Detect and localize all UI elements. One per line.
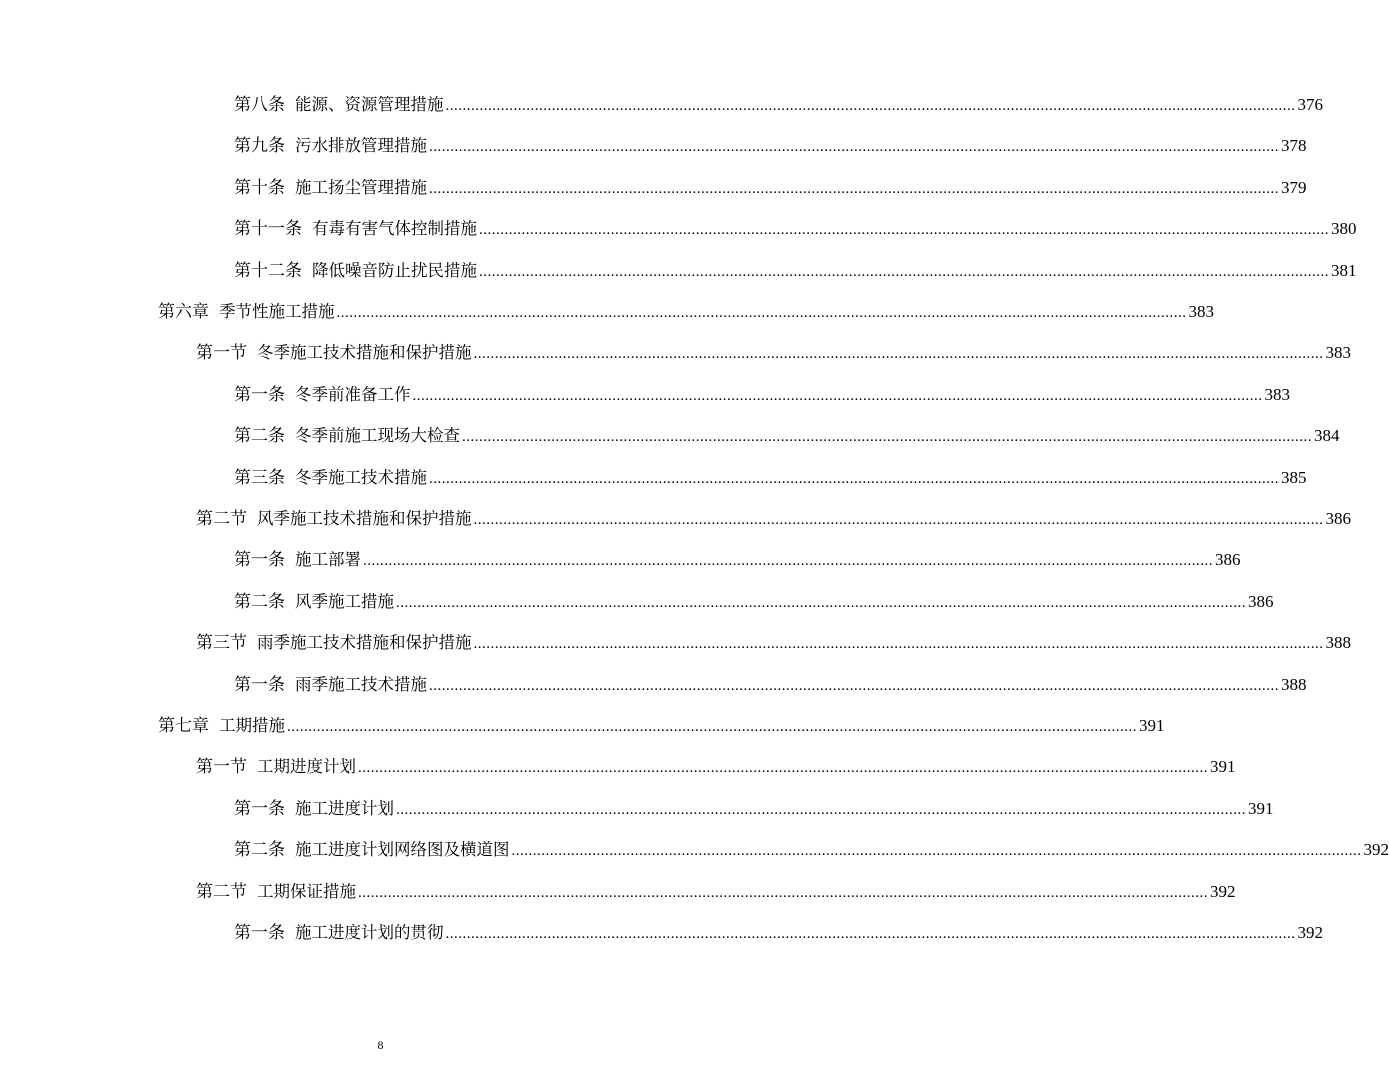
- toc-entry-page: 391: [1248, 798, 1274, 818]
- toc-leader-dots: ........................................................................................................................................................................................................: [445, 98, 1296, 114]
- toc-leader-dots: ........................................................................................................................................................................................................: [287, 719, 1137, 735]
- toc-entry[interactable]: [158, 297, 1214, 327]
- toc-entry-page: 383: [1325, 343, 1351, 363]
- toc-leader-dots: ........................................................................................................................................................................................................: [445, 926, 1296, 942]
- toc-leader-dots: ........................................................................................................................................................................................................: [358, 760, 1208, 777]
- toc-entry-number: 第二节: [196, 509, 247, 529]
- toc-entry-title: 工期措施: [219, 716, 285, 735]
- toc-leader-dots: ........................................................................................................................................................................................................: [363, 553, 1213, 570]
- toc-leader-dots: ........................................................................................................................................................................................................: [479, 222, 1329, 239]
- toc-entry-page: 383: [1264, 384, 1290, 404]
- toc-entry-title: 施工进度计划网络图及横道图: [295, 840, 510, 860]
- toc-entry-number: 第二条: [234, 426, 285, 447]
- toc-entry-page: 388: [1325, 633, 1351, 653]
- toc-entry[interactable]: [196, 504, 1351, 534]
- toc-entry[interactable]: [196, 338, 1351, 368]
- toc-entry-title: 冬季前施工现场大检查: [295, 426, 460, 446]
- toc-entry-page: 392: [1210, 881, 1236, 901]
- toc-entry-number: 第一节: [196, 757, 247, 778]
- toc-leader-dots: ........................................................................................................................................................................................................: [429, 470, 1279, 487]
- toc-entry[interactable]: [234, 587, 1274, 617]
- toc-entry[interactable]: [234, 90, 1323, 120]
- toc-entry-number: 第一节: [196, 343, 247, 364]
- toc-leader-dots: ........................................................................................................................................................................................................: [429, 139, 1279, 156]
- toc-leader-dots: ........................................................................................................................................................................................................: [396, 594, 1246, 611]
- toc-leader-dots: ........................................................................................................................................................................................................: [473, 636, 1324, 653]
- toc-entry-page: 391: [1210, 757, 1236, 777]
- toc-entry[interactable]: [234, 835, 1389, 865]
- toc-entry-title: 雨季施工技术措施: [295, 674, 427, 694]
- toc-entry-number: 第一条: [234, 674, 285, 695]
- toc-entry[interactable]: [234, 380, 1290, 410]
- toc-entry-title: 施工进度计划: [295, 798, 394, 818]
- toc-entry[interactable]: [234, 214, 1357, 244]
- toc-leader-dots: ........................................................................................................................................................................................................: [429, 180, 1279, 197]
- toc-entry-title: 能源、资源管理措施: [295, 95, 444, 114]
- toc-entry[interactable]: [234, 173, 1307, 203]
- toc-entry-page: 384: [1314, 426, 1340, 446]
- toc-entry-title: 工期进度计划: [257, 757, 356, 777]
- toc-leader-dots: ........................................................................................................................................................................................................: [396, 801, 1246, 818]
- toc-leader-dots: ........................................................................................................................................................................................................: [473, 512, 1324, 528]
- toc-entry-title: 冬季施工技术措施: [295, 467, 427, 487]
- toc-entry-number: 第二条: [234, 840, 285, 861]
- toc-entry-number: 第十一条: [234, 219, 302, 240]
- toc-entry-page: 386: [1248, 591, 1274, 611]
- toc-entry-number: 第一条: [234, 923, 285, 943]
- toc-entry-number: 第三节: [196, 633, 247, 654]
- toc-entry-page: 386: [1215, 550, 1241, 570]
- toc-entry-title: 施工部署: [295, 550, 361, 570]
- toc-entry-title: 冬季施工技术措施和保护措施: [257, 343, 472, 363]
- toc-entry[interactable]: [196, 628, 1351, 658]
- toc-entry-number: 第十二条: [234, 260, 302, 281]
- toc-entry[interactable]: [234, 545, 1241, 575]
- toc-entry[interactable]: [234, 794, 1274, 824]
- toc-entry-page: 378: [1281, 136, 1307, 156]
- toc-entry-number: 第六章: [158, 302, 209, 322]
- toc-entry-number: 第一条: [234, 798, 285, 819]
- toc-leader-dots: ........................................................................................................................................................................................................: [511, 843, 1362, 860]
- toc-entry-page: 376: [1297, 95, 1323, 114]
- toc-entry-page: 388: [1281, 674, 1307, 694]
- toc-entry-page: 386: [1325, 509, 1351, 528]
- toc-entry[interactable]: [234, 918, 1323, 948]
- toc-entry[interactable]: [234, 256, 1357, 286]
- toc-leader-dots: ........................................................................................................................................................................................................: [479, 263, 1329, 280]
- toc-entry-title: 污水排放管理措施: [295, 136, 427, 156]
- toc-leader-dots: ........................................................................................................................................................................................................: [429, 677, 1279, 694]
- toc-entry-title: 工期保证措施: [257, 881, 356, 901]
- toc-entry-number: 第八条: [234, 95, 285, 115]
- toc-leader-dots: ........................................................................................................................................................................................................: [412, 387, 1263, 404]
- toc-entry[interactable]: [158, 711, 1165, 741]
- toc-entry-page: 391: [1139, 716, 1165, 735]
- toc-entry[interactable]: [234, 463, 1307, 493]
- toc-entry-number: 第三条: [234, 467, 285, 488]
- toc-entry-number: 第十条: [234, 177, 285, 198]
- toc-entry-page: 392: [1363, 840, 1389, 860]
- toc-entry-title: 降低噪音防止扰民措施: [312, 260, 477, 280]
- toc-entry-number: 第七章: [158, 716, 209, 736]
- toc-entry-title: 风季施工措施: [295, 591, 394, 611]
- toc-entry-number: 第一条: [234, 550, 285, 571]
- toc-leader-dots: ........................................................................................................................................................................................................: [358, 884, 1208, 901]
- toc-entry[interactable]: [196, 877, 1236, 907]
- toc-entry-title: 季节性施工措施: [219, 302, 335, 321]
- toc-entry-page: 392: [1297, 923, 1323, 942]
- toc-entry-page: 381: [1331, 260, 1357, 280]
- toc-entry-number: 第二节: [196, 881, 247, 902]
- toc-entry-page: 379: [1281, 177, 1307, 197]
- toc-entry-number: 第二条: [234, 591, 285, 612]
- toc-entry-page: 383: [1188, 302, 1214, 321]
- toc-entry-number: 第九条: [234, 136, 285, 157]
- toc-entry[interactable]: [196, 752, 1236, 782]
- toc-entry-title: 有毒有害气体控制措施: [312, 219, 477, 239]
- toc-entry-title: 施工进度计划的贯彻: [295, 923, 444, 942]
- toc-leader-dots: ........................................................................................................................................................................................................: [336, 305, 1187, 321]
- toc-leader-dots: ........................................................................................................................................................................................................: [462, 429, 1312, 446]
- toc-entry[interactable]: [234, 131, 1307, 161]
- toc-entry-title: 风季施工技术措施和保护措施: [257, 509, 472, 528]
- toc-entry-page: 385: [1281, 467, 1307, 487]
- toc-entry[interactable]: [234, 670, 1307, 700]
- toc-leader-dots: ........................................................................................................................................................................................................: [473, 346, 1324, 363]
- toc-entry-page: 380: [1331, 219, 1357, 239]
- page-number: 8: [377, 1038, 384, 1052]
- toc-entry[interactable]: [234, 421, 1340, 451]
- toc-entry-number: 第一条: [234, 384, 285, 405]
- toc-entry-title: 施工扬尘管理措施: [295, 177, 427, 197]
- toc-entry-title: 雨季施工技术措施和保护措施: [257, 633, 472, 653]
- toc-entry-title: 冬季前准备工作: [295, 384, 411, 404]
